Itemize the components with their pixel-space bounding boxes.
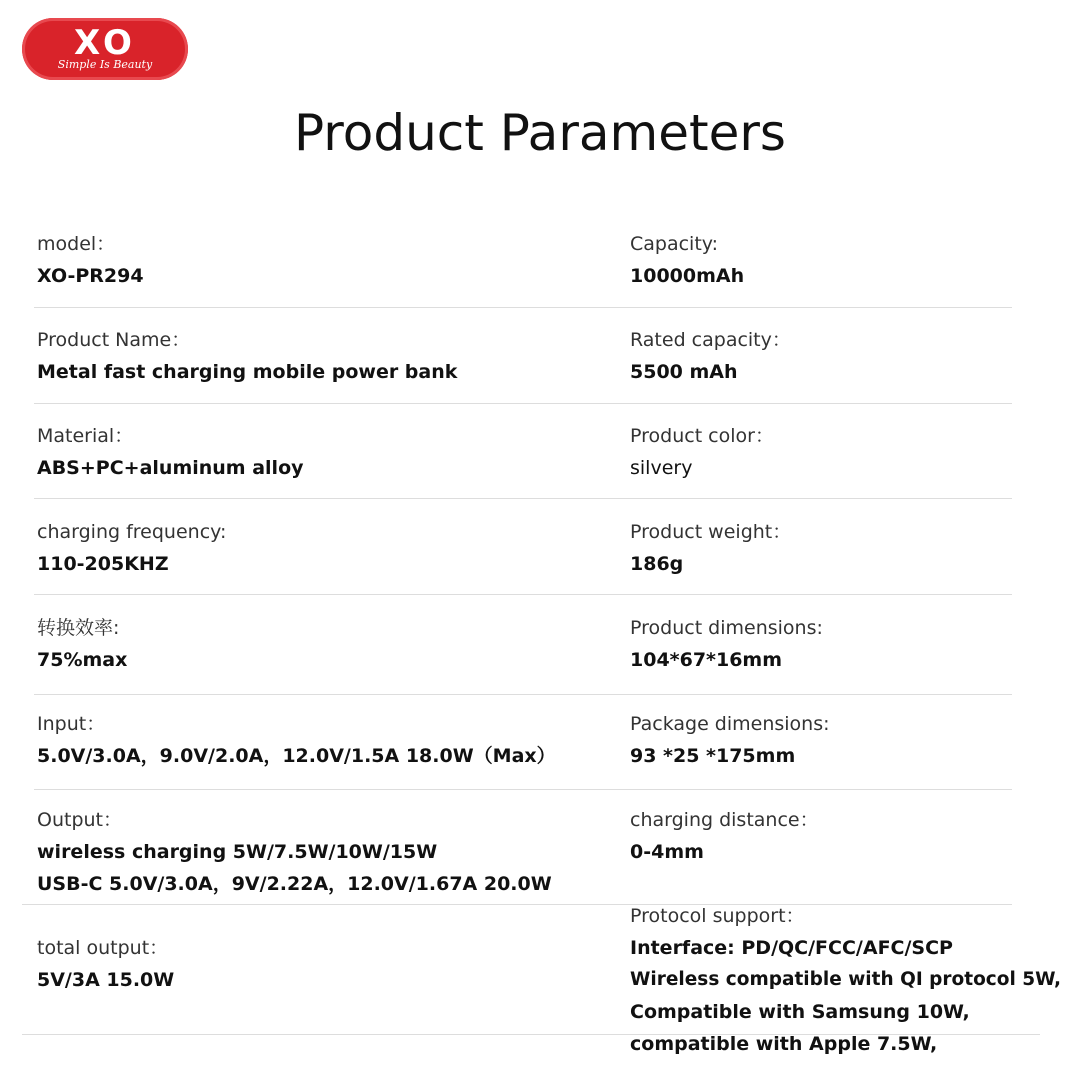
param-value: Interface: PD/QC/FCC/AFC/SCP — [630, 937, 953, 959]
param-value: ABS+PC+aluminum alloy — [37, 457, 304, 479]
param-label: Capacity: — [630, 233, 719, 255]
param-capacity — [630, 228, 744, 292]
param-value: 10000mAh — [630, 265, 745, 287]
page-title: Product Parameters — [294, 104, 786, 162]
brand-mark: XO — [74, 23, 136, 63]
param-value: 186g — [630, 553, 684, 575]
param-value: Metal fast charging mobile power bank — [37, 361, 458, 383]
row-divider — [34, 594, 1012, 595]
param-value: 5.0V/3.0A，9.0V/2.0A，12.0V/1.5A 18.0W（Max） — [37, 745, 556, 767]
param-label: Protocol support： — [630, 905, 805, 927]
param-value: wireless charging 5W/7.5W/10W/15W — [37, 841, 438, 863]
param-label: 转换效率: — [37, 617, 120, 639]
param-output — [37, 804, 552, 900]
param-value: 75%max — [37, 649, 128, 671]
param-package-dimensions — [630, 708, 830, 772]
brand-slogan: Simple Is Beauty — [57, 58, 153, 71]
param-model — [37, 228, 144, 292]
param-value: Wireless compatible with QI protocol 5W, — [630, 969, 1062, 990]
row-divider — [34, 694, 1012, 695]
row-divider — [34, 403, 1012, 404]
param-value: 0-4mm — [630, 841, 704, 863]
param-label: Material： — [37, 425, 134, 447]
param-rated-capacity — [630, 324, 791, 388]
param-value: 104*67*16mm — [630, 649, 783, 671]
param-label: charging frequency: — [37, 521, 227, 543]
param-product-color — [630, 420, 774, 484]
param-label: charging distance： — [630, 809, 819, 831]
param-label: Product Name： — [37, 329, 191, 351]
param-total-output — [37, 932, 174, 996]
param-value: 93 *25 *175mm — [630, 745, 796, 767]
param-value: USB-C 5.0V/3.0A，9V/2.22A，12.0V/1.67A 20.0W — [37, 873, 552, 895]
brand-logo — [22, 18, 188, 80]
param-material — [37, 420, 304, 484]
param-conversion-efficiency — [37, 612, 127, 676]
param-label: model： — [37, 233, 116, 255]
param-protocol-support — [630, 900, 1061, 1060]
param-product-weight — [630, 516, 791, 580]
row-divider — [34, 498, 1012, 499]
param-label: Input： — [37, 713, 106, 735]
param-charging-frequency — [37, 516, 226, 580]
row-divider — [34, 307, 1012, 308]
param-label: Output： — [37, 809, 122, 831]
param-value: XO-PR294 — [37, 265, 144, 287]
param-charging-distance — [630, 804, 819, 868]
param-label: Product color： — [630, 425, 774, 447]
param-value: 110-205KHZ — [37, 553, 169, 575]
param-value: compatible with Apple 7.5W, — [630, 1033, 938, 1055]
param-label: Product weight： — [630, 521, 792, 543]
param-label: total output： — [37, 937, 169, 959]
param-value: 5500 mAh — [630, 361, 738, 383]
param-input — [37, 708, 556, 772]
param-value: Compatible with Samsung 10W, — [630, 1001, 970, 1023]
param-label: Rated capacity： — [630, 329, 791, 351]
param-value: silvery — [630, 457, 693, 479]
row-divider — [34, 789, 1012, 790]
param-label: Product dimensions: — [630, 617, 823, 639]
param-product-dimensions — [630, 612, 823, 676]
param-product-name — [37, 324, 457, 388]
param-value: 5V/3A 15.0W — [37, 969, 175, 991]
param-label: Package dimensions: — [630, 713, 830, 735]
